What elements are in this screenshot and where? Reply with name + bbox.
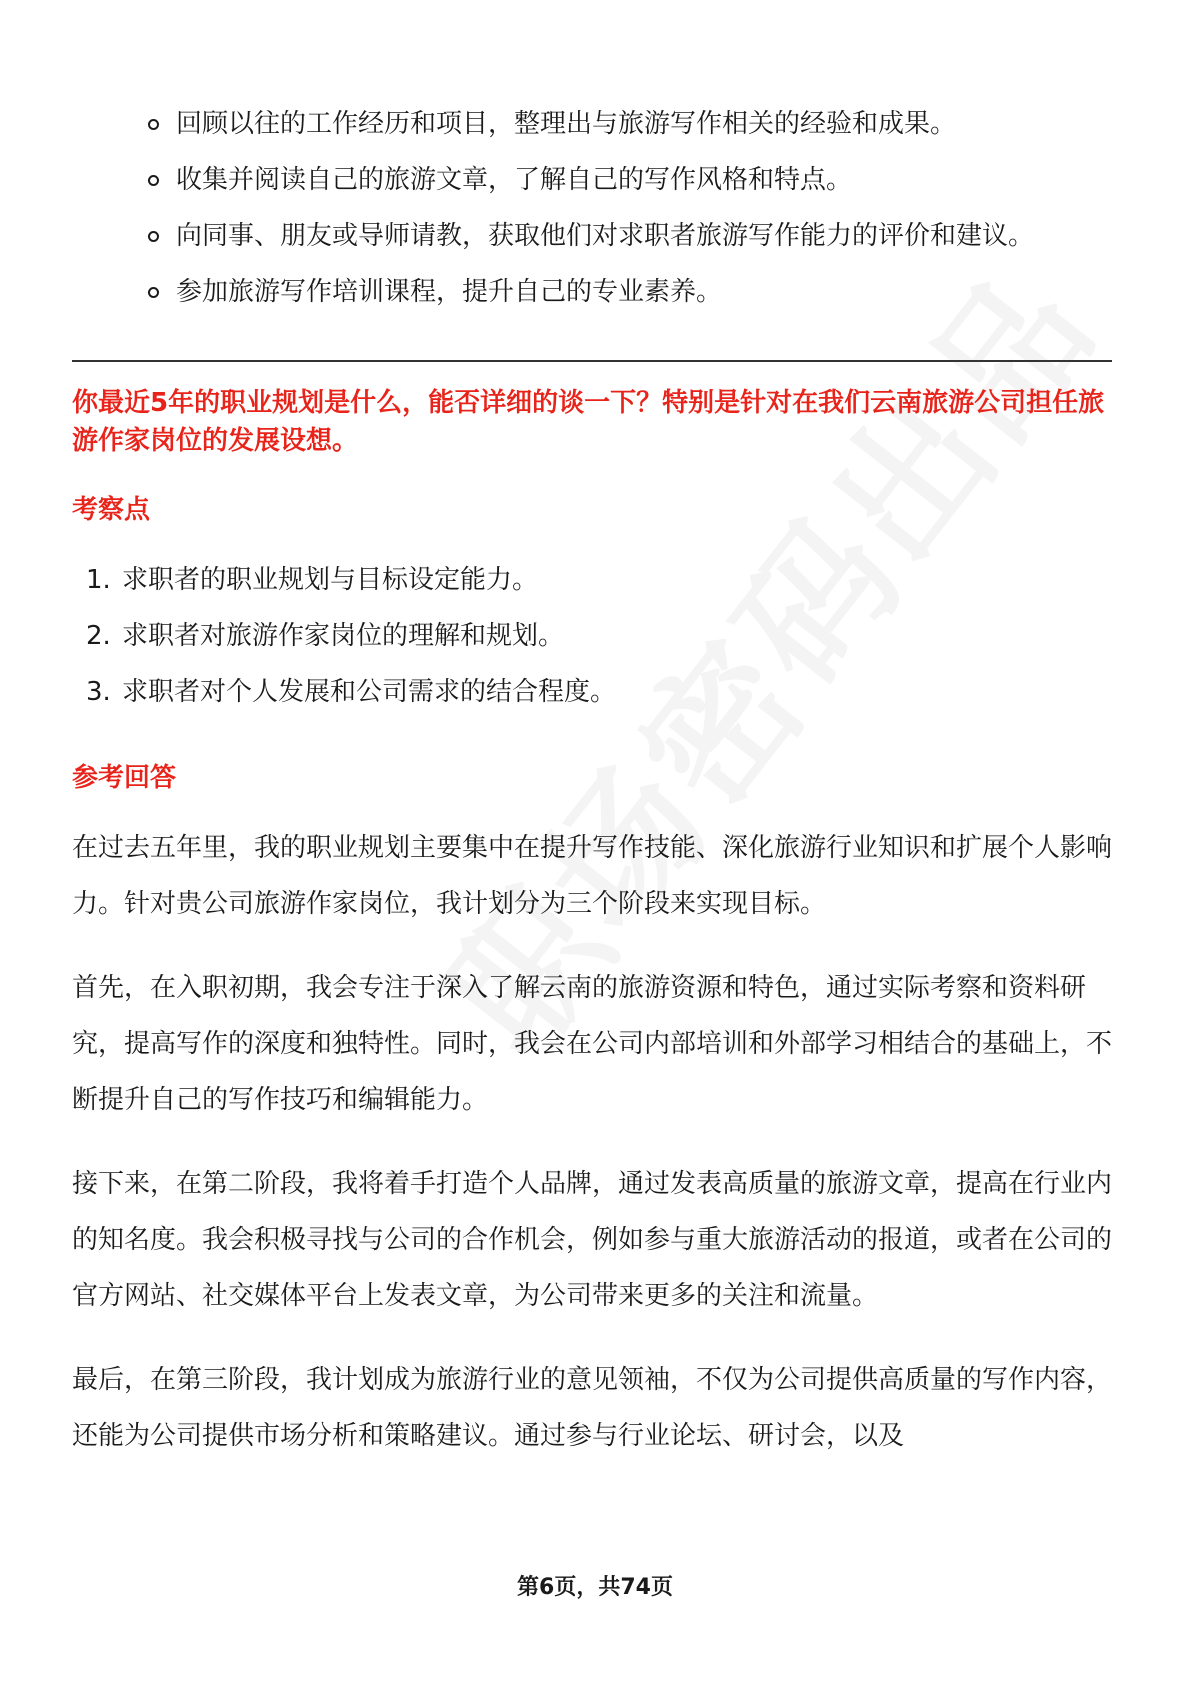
list-number: 1. bbox=[86, 565, 111, 595]
page-content bbox=[72, 96, 1112, 1464]
list-item-text: 向同事、朋友或导师请教，获取他们对求职者旅游写作能力的评价和建议。 bbox=[176, 221, 1035, 251]
page-number-footer: 第6页，共74页 bbox=[517, 1575, 673, 1600]
list-item-text: 求职者对旅游作家岗位的理解和规划。 bbox=[122, 621, 565, 651]
hollow-bullet-icon bbox=[148, 231, 159, 242]
list-item bbox=[148, 152, 1112, 208]
list-item bbox=[86, 664, 1112, 720]
answer-paragraph: 接下来，在第二阶段，我将着手打造个人品牌，通过发表高质量的旅游文章，提高在行业内的知名度。我会积极寻找与公司的合作机会，例如参与重大旅游活动的报道，或者在公司的官方网站、社交媒体平台上发表文章，为公司带来更多的关注和流量。 bbox=[72, 1169, 1113, 1311]
list-item-text: 求职者的职业规划与目标设定能力。 bbox=[122, 565, 539, 595]
list-number: 3. bbox=[86, 677, 111, 707]
answer-heading: 参考回答 bbox=[72, 763, 177, 793]
answer-paragraph: 在过去五年里，我的职业规划主要集中在提升写作技能、深化旅游行业知识和扩展个人影响力。针对贵公司旅游作家岗位，我计划分为三个阶段来实现目标。 bbox=[72, 833, 1113, 919]
hollow-bullet-icon bbox=[148, 119, 159, 130]
hollow-bullet-icon bbox=[148, 287, 159, 298]
list-item-text: 回顾以往的工作经历和项目，整理出与旅游写作相关的经验和成果。 bbox=[176, 109, 957, 139]
section-divider bbox=[72, 360, 1112, 362]
list-item bbox=[86, 552, 1112, 608]
points-heading: 考察点 bbox=[72, 495, 151, 525]
list-item-text: 参加旅游写作培训课程，提升自己的专业素养。 bbox=[176, 277, 723, 307]
self-assessment-list bbox=[72, 96, 1112, 320]
list-item bbox=[148, 96, 1112, 152]
assessment-points-list bbox=[72, 552, 1112, 720]
list-item-text: 求职者对个人发展和公司需求的结合程度。 bbox=[122, 677, 617, 707]
list-item bbox=[86, 608, 1112, 664]
interview-question: 你最近5年的职业规划是什么，能否详细的谈一下？特别是针对在我们云南旅游公司担任旅游作家岗位的发展设想。 bbox=[72, 388, 1105, 456]
list-item bbox=[148, 208, 1112, 264]
list-item bbox=[148, 264, 1112, 320]
answer-body bbox=[72, 820, 1112, 1464]
hollow-bullet-icon bbox=[148, 175, 159, 186]
list-item-text: 收集并阅读自己的旅游文章，了解自己的写作风格和特点。 bbox=[176, 165, 853, 195]
answer-paragraph: 最后，在第三阶段，我计划成为旅游行业的意见领袖，不仅为公司提供高质量的写作内容，还能为公司提供市场分析和策略建议。通过参与行业论坛、研讨会，以及 bbox=[72, 1365, 1113, 1451]
list-number: 2. bbox=[86, 621, 111, 651]
answer-paragraph: 首先，在入职初期，我会专注于深入了解云南的旅游资源和特色，通过实际考察和资料研究，提高写作的深度和独特性。同时，我会在公司内部培训和外部学习相结合的基础上，不断提升自己的写作技巧和编辑能力。 bbox=[72, 973, 1113, 1115]
